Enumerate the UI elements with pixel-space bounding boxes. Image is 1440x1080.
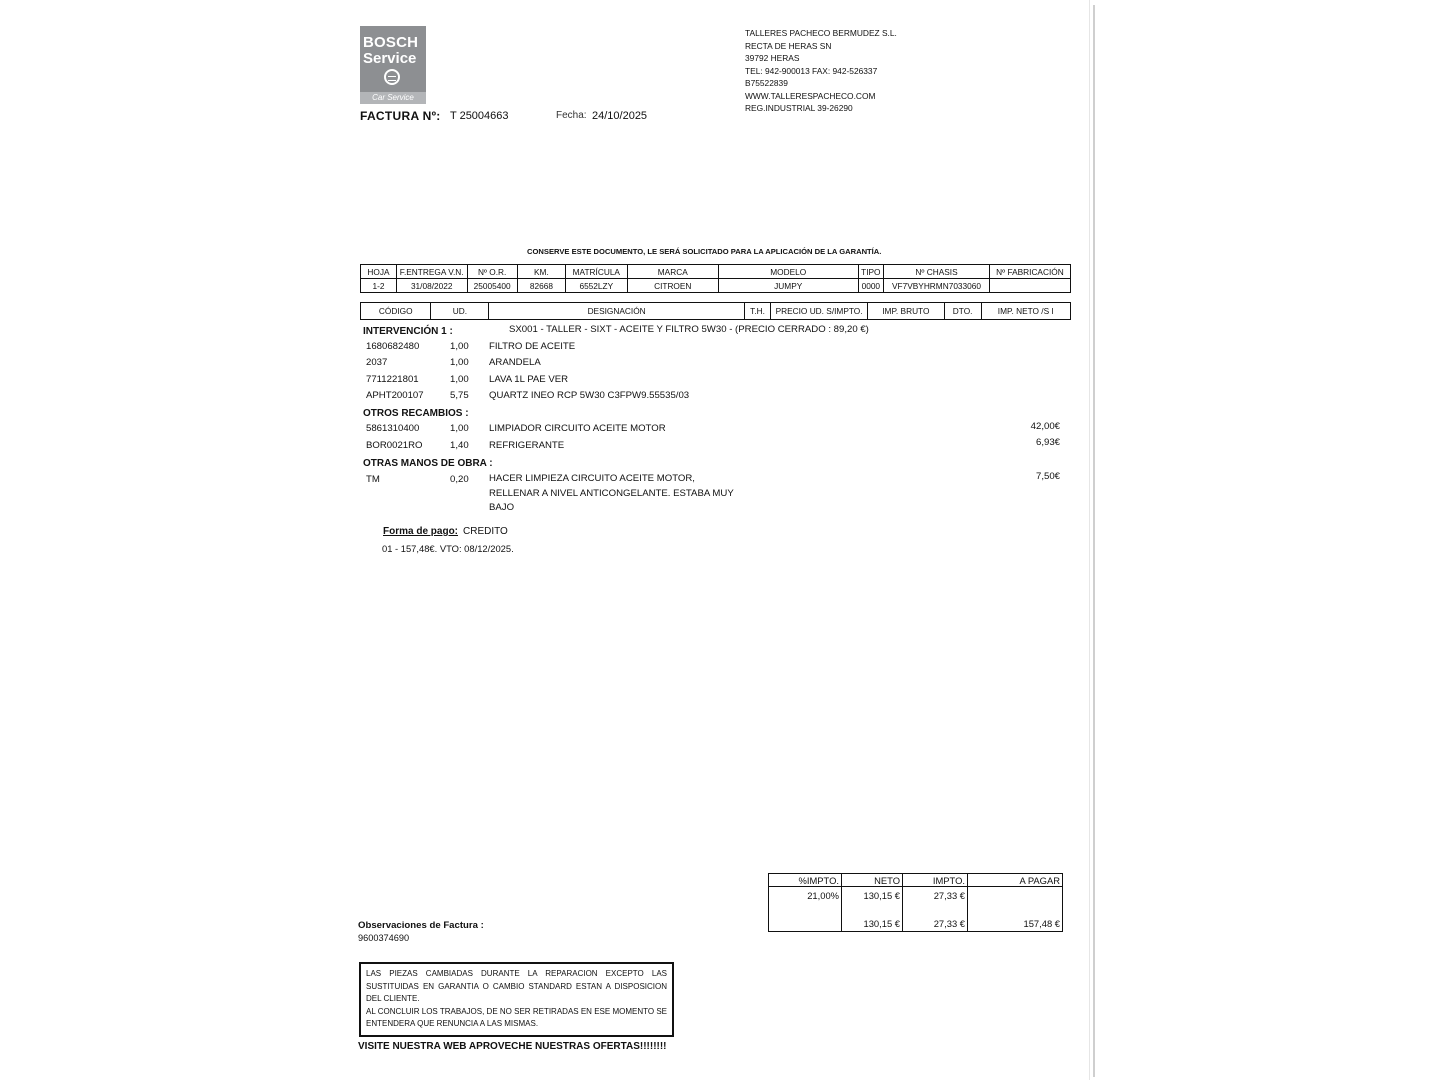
disclaimer-paragraph: AL CONCLUIR LOS TRABAJOS, DE NO SER RETIRADAS EN ESE MOMENTO SE ENTENDERA QUE RENUNCIA A LAS MISMAS. xyxy=(366,1006,667,1028)
vehicle-header-cell: Nº O.R. xyxy=(467,265,517,279)
lines-header-cell: UD. xyxy=(431,303,489,320)
totals-header-cell: A PAGAR xyxy=(968,874,1063,887)
page-edge xyxy=(1093,5,1095,1077)
totals-cell: 130,15 € xyxy=(842,910,903,932)
payment-detail: 01 - 157,48€. VTO: 08/12/2025. xyxy=(382,543,514,554)
item-code: 5861310400 xyxy=(366,423,420,434)
item-description: QUARTZ INEO RCP 5W30 C3FPW9.55535/03 xyxy=(489,390,690,401)
item-description: REFRIGERANTE xyxy=(489,440,565,451)
company-address: RECTA DE HERAS SN xyxy=(745,40,832,51)
vehicle-value-cell xyxy=(989,279,1070,293)
vehicle-value-cell: 25005400 xyxy=(467,279,517,293)
logo-line-3: Car Service xyxy=(360,92,426,104)
vehicle-value-cell: JUMPY xyxy=(718,279,858,293)
totals-header-row xyxy=(769,874,1063,887)
lines-header-cell: DTO. xyxy=(944,303,981,320)
item-description-line: BAJO xyxy=(489,502,515,513)
vehicle-header-cell: MATRÍCULA xyxy=(566,265,628,279)
vehicle-value-cell: 1-2 xyxy=(361,279,397,293)
item-quantity: 1,00 xyxy=(450,423,469,434)
disclaimer-box xyxy=(359,962,674,1037)
vehicle-value-cell: 0000 xyxy=(858,279,884,293)
page-edge-shadow xyxy=(1089,0,1090,1080)
totals-table xyxy=(768,873,1063,932)
company-web: WWW.TALLERESPACHECO.COM xyxy=(745,90,876,101)
labor-title: OTRAS MANOS DE OBRA : xyxy=(363,458,493,469)
totals-cell: 21,00% xyxy=(769,887,842,911)
vehicle-header-cell: MARCA xyxy=(627,265,718,279)
vehicle-value-cell: VF7VBYHRMN7033060 xyxy=(884,279,990,293)
item-description-line: HACER LIMPIEZA CIRCUITO ACEITE MOTOR, xyxy=(489,473,695,484)
warranty-notice: CONSERVE ESTE DOCUMENTO, LE SERÁ SOLICITADO PARA LA APLICACIÓN DE LA GARANTÍA. xyxy=(527,247,882,256)
vehicle-header-cell: HOJA xyxy=(361,265,397,279)
vehicle-header-cell: KM. xyxy=(517,265,565,279)
vehicle-value-cell: 31/08/2022 xyxy=(396,279,467,293)
vehicle-value-row xyxy=(361,279,1071,293)
company-name: TALLERES PACHECO BERMUDEZ S.L. xyxy=(745,28,897,38)
totals-rate-row xyxy=(769,887,1063,911)
grand-total: 157,48 € xyxy=(968,910,1063,932)
bosch-armature-icon xyxy=(384,69,400,85)
vehicle-table xyxy=(360,264,1071,293)
vehicle-header-cell: Nº CHASIS xyxy=(884,265,990,279)
totals-cell xyxy=(769,910,842,932)
item-code: 1680682480 xyxy=(366,341,420,352)
item-code: 7711221801 xyxy=(366,374,419,385)
logo-line-1: BOSCH xyxy=(363,34,419,51)
intervention-description: SX001 - TALLER - SIXT - ACEITE Y FILTRO 5W30 - (PRECIO CERRADO : 89,20 €) xyxy=(509,324,869,335)
invoice-date: 24/10/2025 xyxy=(592,110,648,122)
vehicle-value-cell: 6552LZY xyxy=(566,279,628,293)
vehicle-value-cell: CITROEN xyxy=(627,279,718,293)
vehicle-value-cell: 82668 xyxy=(517,279,565,293)
footer-promo: VISITE NUESTRA WEB APROVECHE NUESTRAS OFERTAS!!!!!!!! xyxy=(358,1041,667,1052)
item-amount: 6,93€ xyxy=(1035,437,1060,448)
item-quantity: 1,00 xyxy=(450,357,469,368)
invoice-date-label: Fecha: xyxy=(556,110,587,121)
item-code: APHT200107 xyxy=(366,390,424,401)
item-description xyxy=(489,472,734,516)
item-amount: 42,00€ xyxy=(1030,421,1060,432)
item-description: LAVA 1L PAE VER xyxy=(489,374,569,385)
lines-header-cell: IMP. BRUTO xyxy=(867,303,944,320)
company-block xyxy=(745,27,897,115)
totals-cell xyxy=(968,887,1063,911)
lines-header-table xyxy=(360,302,1071,320)
lines-header-row xyxy=(361,303,1071,320)
invoice-number: T 25004663 xyxy=(450,110,509,122)
observations-label: Observaciones de Factura : xyxy=(358,920,484,931)
item-code: BOR0021RO xyxy=(366,440,423,451)
lines-header-cell: DESIGNACIÓN xyxy=(489,303,745,320)
item-quantity: 1,40 xyxy=(450,440,469,451)
item-description: LIMPIADOR CIRCUITO ACEITE MOTOR xyxy=(489,423,666,434)
item-quantity: 0,20 xyxy=(450,474,469,485)
totals-header-cell: %IMPTO. xyxy=(769,874,842,887)
totals-header-cell: IMPTO. xyxy=(903,874,968,887)
company-phone: TEL: 942-900013 FAX: 942-526337 xyxy=(745,65,878,76)
invoice-label: FACTURA Nº: xyxy=(360,109,441,123)
vehicle-header-cell: TIPO xyxy=(858,265,884,279)
item-description-line: RELLENAR A NIVEL ANTICONGELANTE. ESTABA MUY xyxy=(489,487,734,499)
totals-cell: 130,15 € xyxy=(842,887,903,911)
observations-value: 9600374690 xyxy=(358,933,410,943)
item-description: FILTRO DE ACEITE xyxy=(489,341,576,352)
totals-cell: 27,33 € xyxy=(903,910,968,932)
lines-header-cell: T.H. xyxy=(744,303,770,320)
lines-header-cell: CÓDIGO xyxy=(361,303,431,320)
vehicle-header-row xyxy=(361,265,1071,279)
company-city: 39792 HERAS xyxy=(745,53,800,63)
bosch-service-logo xyxy=(360,26,426,104)
intervention-title: INTERVENCIÓN 1 : xyxy=(363,326,453,337)
company-registry: REG.INDUSTRIAL 39-26290 xyxy=(745,103,853,113)
vehicle-header-cell: MODELO xyxy=(718,265,858,279)
company-cif: B75522839 xyxy=(745,78,788,88)
totals-header-cell: NETO xyxy=(842,874,903,887)
item-quantity: 1,00 xyxy=(450,374,469,385)
logo-line-2: Service xyxy=(363,50,417,67)
vehicle-header-cell: F.ENTREGA V.N. xyxy=(396,265,467,279)
vehicle-header-cell: Nº FABRICACIÓN xyxy=(989,265,1070,279)
payment-label: Forma de pago: xyxy=(383,526,459,537)
totals-sum-row xyxy=(769,910,1063,932)
payment-method: CREDITO xyxy=(463,526,508,537)
totals-cell: 27,33 € xyxy=(903,887,968,911)
item-description: ARANDELA xyxy=(489,357,541,368)
item-amount: 7,50€ xyxy=(1035,471,1060,482)
item-quantity: 1,00 xyxy=(450,341,469,352)
item-quantity: 5,75 xyxy=(450,390,469,401)
lines-header-cell: IMP. NETO /S I xyxy=(981,303,1070,320)
item-code: 2037 xyxy=(366,357,388,368)
spares-title: OTROS RECAMBIOS : xyxy=(363,408,469,419)
lines-header-cell: PRECIO UD. S/IMPTO. xyxy=(771,303,868,320)
disclaimer-paragraph: LAS PIEZAS CAMBIADAS DURANTE LA REPARACION EXCEPTO LAS SUSTITUIDAS EN GARANTIA O CAMBIO STANDARD ESTAN A DISPOSICION DEL CLIENTE. xyxy=(366,969,667,1003)
item-code: TM xyxy=(366,474,380,485)
